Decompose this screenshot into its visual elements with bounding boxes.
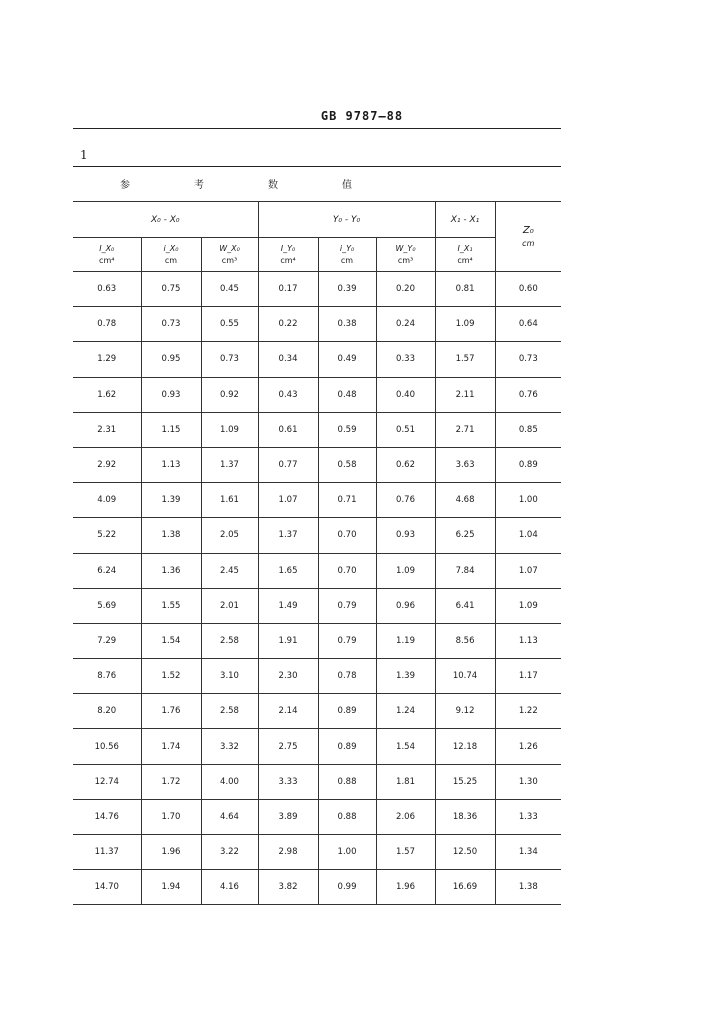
table-cell: 0.78 [73, 307, 141, 342]
table-cell: 6.25 [435, 518, 495, 553]
table-cell: 7.84 [435, 553, 495, 588]
table-cell: 2.06 [376, 799, 435, 834]
table-row [73, 412, 561, 447]
table-cell: 0.22 [258, 307, 318, 342]
document-header: GB 9787—88 [320, 109, 404, 123]
table-cell: 4.00 [201, 764, 258, 799]
table-cell: 0.59 [318, 412, 376, 447]
table-cell: 0.73 [141, 307, 201, 342]
table-cell: 3.63 [435, 447, 495, 482]
table-cell: 0.61 [258, 412, 318, 447]
table-cell: 2.58 [201, 623, 258, 658]
table-row [73, 377, 561, 412]
table-cell: 0.70 [318, 518, 376, 553]
group-x0-header: X₀ - X₀ [73, 202, 258, 238]
table-cell: 4.68 [435, 483, 495, 518]
table-cell: 3.82 [258, 870, 318, 905]
column-unit: cm⁴ [280, 255, 296, 265]
column-header [376, 238, 435, 272]
column-unit: cm [340, 255, 354, 265]
table-row [73, 447, 561, 482]
table-cell: 0.34 [258, 342, 318, 377]
table-cell: 2.98 [258, 835, 318, 870]
table-cell: 0.71 [318, 483, 376, 518]
table-cell: 1.54 [141, 623, 201, 658]
table-cell: 1.62 [73, 377, 141, 412]
table-cell: 0.76 [495, 377, 561, 412]
table-cell: 1.04 [495, 518, 561, 553]
table-cell: 1.15 [141, 412, 201, 447]
table-row [73, 272, 561, 307]
table-body [73, 272, 561, 905]
table-cell: 2.58 [201, 694, 258, 729]
table-row [73, 729, 561, 764]
table-cell: 1.24 [376, 694, 435, 729]
table-cell: 1.57 [435, 342, 495, 377]
table-cell: 1.38 [495, 870, 561, 905]
table-cell: 0.20 [376, 272, 435, 307]
table-cell: 16.69 [435, 870, 495, 905]
table-cell: 0.85 [495, 412, 561, 447]
column-header [73, 238, 141, 272]
reference-data-title [73, 176, 561, 192]
column-symbol: I_Y₀ [280, 243, 296, 253]
table-cell: 0.99 [318, 870, 376, 905]
table-cell: 0.93 [376, 518, 435, 553]
table-cell: 1.96 [141, 835, 201, 870]
table-cell: 10.74 [435, 659, 495, 694]
table-cell: 1.13 [495, 623, 561, 658]
table-cell: 2.14 [258, 694, 318, 729]
table-cell: 1.37 [201, 447, 258, 482]
table-cell: 10.56 [73, 729, 141, 764]
table-cell: 1.26 [495, 729, 561, 764]
table-cell: 1.30 [495, 764, 561, 799]
section-rule [73, 166, 561, 167]
z0-unit: cm [522, 238, 535, 248]
table-cell: 8.56 [435, 623, 495, 658]
column-symbol: i_X₀ [163, 243, 179, 253]
table-cell: 1.34 [495, 835, 561, 870]
table-cell: 1.37 [258, 518, 318, 553]
column-header [258, 238, 318, 272]
table-cell: 5.69 [73, 588, 141, 623]
table-cell: 1.39 [141, 483, 201, 518]
table-cell: 0.64 [495, 307, 561, 342]
table-cell: 0.39 [318, 272, 376, 307]
table-cell: 2.71 [435, 412, 495, 447]
table-cell: 2.05 [201, 518, 258, 553]
column-unit: cm⁴ [99, 255, 115, 265]
table-cell: 3.22 [201, 835, 258, 870]
table-row [73, 799, 561, 834]
table-cell: 4.16 [201, 870, 258, 905]
table-cell: 1.65 [258, 553, 318, 588]
table-cell: 0.48 [318, 377, 376, 412]
table-cell: 0.55 [201, 307, 258, 342]
table-cell: 0.79 [318, 588, 376, 623]
table-row [73, 483, 561, 518]
table-cell: 8.20 [73, 694, 141, 729]
table-cell: 1.57 [376, 835, 435, 870]
table-cell: 1.17 [495, 659, 561, 694]
table-cell: 0.89 [318, 694, 376, 729]
ref-title-char: 值 [342, 180, 352, 191]
table-row [73, 835, 561, 870]
table-cell: 0.60 [495, 272, 561, 307]
table-cell: 1.22 [495, 694, 561, 729]
table-cell: 3.10 [201, 659, 258, 694]
table-cell: 1.81 [376, 764, 435, 799]
table-cell: 3.89 [258, 799, 318, 834]
table-cell: 0.79 [318, 623, 376, 658]
table-cell: 4.64 [201, 799, 258, 834]
table-cell: 1.94 [141, 870, 201, 905]
table-cell: 1.52 [141, 659, 201, 694]
table-cell: 0.76 [376, 483, 435, 518]
column-unit: cm³ [397, 255, 414, 265]
table-cell: 1.09 [376, 553, 435, 588]
table-cell: 1.39 [376, 659, 435, 694]
group-header-row [73, 202, 561, 238]
column-symbol: W_Y₀ [395, 243, 416, 253]
table-cell: 0.75 [141, 272, 201, 307]
column-header [141, 238, 201, 272]
table-cell: 6.24 [73, 553, 141, 588]
table-cell: 14.76 [73, 799, 141, 834]
column-unit: cm [164, 255, 178, 265]
table-cell: 12.18 [435, 729, 495, 764]
page-marker: 1 [80, 148, 88, 162]
table-cell: 15.25 [435, 764, 495, 799]
group-x1-header: X₁ - X₁ [435, 202, 495, 238]
table-cell: 8.76 [73, 659, 141, 694]
table-cell: 1.61 [201, 483, 258, 518]
ref-title-char: 数 [268, 180, 278, 191]
table-cell: 0.40 [376, 377, 435, 412]
table-cell: 1.38 [141, 518, 201, 553]
table-row [73, 764, 561, 799]
group-y0-header: Y₀ - Y₀ [258, 202, 435, 238]
table-cell: 0.24 [376, 307, 435, 342]
table-cell: 5.22 [73, 518, 141, 553]
table-cell: 1.07 [258, 483, 318, 518]
table-cell: 2.31 [73, 412, 141, 447]
table-row [73, 623, 561, 658]
table-cell: 0.17 [258, 272, 318, 307]
table-row [73, 659, 561, 694]
table-cell: 0.89 [495, 447, 561, 482]
table-cell: 1.49 [258, 588, 318, 623]
column-header [318, 238, 376, 272]
table-cell: 0.58 [318, 447, 376, 482]
table-cell: 0.88 [318, 799, 376, 834]
table-cell: 1.91 [258, 623, 318, 658]
table-cell: 1.00 [495, 483, 561, 518]
table-cell: 1.33 [495, 799, 561, 834]
table-cell: 0.49 [318, 342, 376, 377]
table-cell: 9.12 [435, 694, 495, 729]
table-cell: 14.70 [73, 870, 141, 905]
ref-title-char: 考 [194, 180, 204, 191]
table-cell: 2.75 [258, 729, 318, 764]
table-cell: 0.77 [258, 447, 318, 482]
table-cell: 6.41 [435, 588, 495, 623]
table-cell: 0.33 [376, 342, 435, 377]
table-cell: 0.81 [435, 272, 495, 307]
table-cell: 0.73 [495, 342, 561, 377]
table-cell: 12.74 [73, 764, 141, 799]
table-row [73, 588, 561, 623]
table-cell: 1.76 [141, 694, 201, 729]
table-cell: 1.09 [495, 588, 561, 623]
table-cell: 0.43 [258, 377, 318, 412]
table-cell: 1.70 [141, 799, 201, 834]
table-cell: 3.32 [201, 729, 258, 764]
column-header [201, 238, 258, 272]
table-cell: 0.38 [318, 307, 376, 342]
table-row [73, 307, 561, 342]
column-unit: cm³ [221, 255, 238, 265]
table-cell: 0.95 [141, 342, 201, 377]
table-cell: 0.73 [201, 342, 258, 377]
table-cell: 1.00 [318, 835, 376, 870]
ref-title-char: 参 [120, 180, 130, 191]
column-header-row [73, 238, 561, 272]
table-cell: 0.51 [376, 412, 435, 447]
table-row [73, 518, 561, 553]
column-symbol: i_Y₀ [339, 243, 355, 253]
table-row [73, 694, 561, 729]
table-cell: 0.63 [73, 272, 141, 307]
table-cell: 1.09 [201, 412, 258, 447]
table-cell: 2.92 [73, 447, 141, 482]
table-cell: 0.78 [318, 659, 376, 694]
table-cell: 1.72 [141, 764, 201, 799]
table-row [73, 342, 561, 377]
table-cell: 1.36 [141, 553, 201, 588]
table-cell: 1.13 [141, 447, 201, 482]
table-cell: 0.88 [318, 764, 376, 799]
table-cell: 2.45 [201, 553, 258, 588]
table-cell: 18.36 [435, 799, 495, 834]
table-cell: 11.37 [73, 835, 141, 870]
table-cell: 0.62 [376, 447, 435, 482]
reference-data-table [73, 201, 561, 905]
table-row [73, 553, 561, 588]
column-symbol: I_X₀ [99, 243, 115, 253]
table-cell: 0.96 [376, 588, 435, 623]
table-cell: 0.92 [201, 377, 258, 412]
table-cell: 1.55 [141, 588, 201, 623]
column-header [435, 238, 495, 272]
table-cell: 0.93 [141, 377, 201, 412]
table-cell: 1.19 [376, 623, 435, 658]
z0-symbol: Z₀ [522, 224, 534, 236]
header-rule [73, 128, 561, 129]
table-cell: 1.96 [376, 870, 435, 905]
column-unit: cm⁴ [457, 255, 473, 265]
table-cell: 1.07 [495, 553, 561, 588]
table-cell: 2.01 [201, 588, 258, 623]
column-symbol: W_X₀ [219, 243, 240, 253]
table-cell: 0.89 [318, 729, 376, 764]
table-row [73, 870, 561, 905]
column-symbol: I_X₁ [457, 243, 473, 253]
table-cell: 12.50 [435, 835, 495, 870]
table-cell: 2.11 [435, 377, 495, 412]
z0-column-header [495, 202, 561, 272]
table-cell: 3.33 [258, 764, 318, 799]
table-cell: 1.09 [435, 307, 495, 342]
table-cell: 4.09 [73, 483, 141, 518]
table-cell: 1.54 [376, 729, 435, 764]
table-cell: 7.29 [73, 623, 141, 658]
table-cell: 0.70 [318, 553, 376, 588]
table-cell: 1.29 [73, 342, 141, 377]
table-cell: 2.30 [258, 659, 318, 694]
table-cell: 1.74 [141, 729, 201, 764]
table-cell: 0.45 [201, 272, 258, 307]
